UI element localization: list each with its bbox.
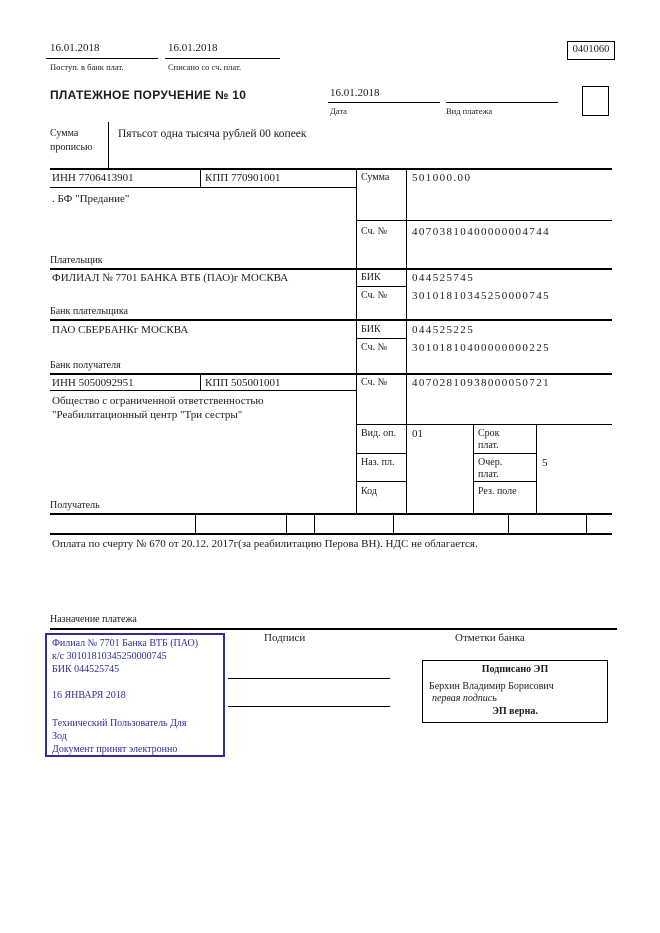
table-line [200,168,201,187]
op-type-label: Вид. оп. [361,428,396,439]
table-line [356,220,612,221]
bank-marks-header: Отметки банка [455,632,525,644]
payer-bank-bik: 044525745 [412,272,475,284]
signature-line [228,678,390,679]
reserve-label: Рез. поле [478,486,517,497]
sum-label: Сумма [361,172,390,183]
payer-account-label: Сч. № [361,226,388,237]
table-line [50,319,612,321]
payer-label: Плательщик [50,255,103,266]
term-label2: плат. [478,440,499,451]
table-line [473,424,474,513]
payee-account: 40702810938000050721 [412,377,550,389]
priority-value: 5 [542,457,548,469]
table-line [473,481,537,482]
table-line [200,373,201,390]
stamp-accepted-note: Документ принят электронно [52,744,178,755]
esignature-kind: первая подпись [432,693,497,704]
purpose-text: Оплата по счерту № 670 от 20.12. 2017г(за реабилитацию Перова ВН). НДС не облагается. [52,538,478,550]
stamp-date: 16 ЯНВАРЯ 2018 [52,690,126,701]
priority-label1: Очер. [478,457,503,468]
payer-bank-account: 30101810345250000745 [412,290,550,302]
purpose-code-label: Наз. пл. [361,457,395,468]
table-line [356,424,612,425]
payee-account-label: Сч. № [361,377,388,388]
table-line [50,187,356,188]
document-date: 16.01.2018 [330,87,380,99]
table-line [508,513,509,533]
payer-name: . БФ "Предание" [52,193,130,205]
purpose-label: Назначение платежа [50,614,137,625]
table-line [314,513,315,533]
table-line [356,168,357,513]
debited-label: Списано со сч. плат. [168,62,242,72]
payee-bank-bik: 044525225 [412,324,475,336]
table-line [195,513,196,533]
stamp-bik: БИК 044525745 [52,664,120,675]
table-line [50,168,612,170]
esignature-verified: ЭП верна. [492,706,538,717]
sum-words-label2: прописью [50,142,93,153]
debited-date: 16.01.2018 [168,42,218,54]
date-label: Дата [330,106,347,116]
table-line [473,453,537,454]
signature-line [228,706,390,707]
table-line [108,122,109,168]
payee-bank-bik-label: БИК [361,324,381,335]
table-line [286,513,287,533]
payer-bank-account-label: Сч. № [361,290,388,301]
payer-account: 40703810400000004744 [412,226,550,238]
stamp-user-line1: Технический Пользователь Для [52,718,187,729]
form-code-box: 0401060 [567,41,615,60]
table-line [50,373,612,375]
payment-type-label: Вид платежа [446,106,493,116]
stamp-corr-account: к/с 30101810345250000745 [52,651,167,662]
underline [328,102,440,103]
underline [165,58,280,59]
table-line [50,628,617,630]
payee-name-line2: "Реабилитационный центр "Три сестры" [52,409,243,421]
table-line [50,390,356,391]
esignature-signer: Берхин Владимир Борисович [429,681,554,692]
signatures-header: Подписи [264,632,306,644]
sum-in-words: Пятьсот одна тысяча рублей 00 копеек [118,128,307,140]
table-line [50,513,612,515]
payee-bank-account-label: Сч. № [361,342,388,353]
payee-bank-account: 30101810400000000225 [412,342,550,354]
term-label1: Срок [478,428,500,439]
payment-type-box [582,86,609,116]
payer-bank-name: ФИЛИАЛ № 7701 БАНКА ВТБ (ПАО)г МОСКВА [52,272,289,284]
payee-kpp: КПП 505001001 [205,377,281,389]
underline [446,102,558,103]
table-line [356,286,407,287]
payer-bank-bik-label: БИК [361,272,381,283]
table-line [536,424,537,513]
payer-inn: ИНН 7706413901 [52,172,134,184]
payer-bank-label: Банк плательщика [50,306,128,317]
underline [46,58,158,59]
table-line [356,481,407,482]
payee-name-line1: Общество с ограниченной ответственностью [52,395,264,407]
payer-kpp: КПП 770901001 [205,172,281,184]
payee-bank-label: Банк получателя [50,360,121,371]
table-line [393,513,394,533]
table-line [406,168,407,513]
esignature-signed-label: Подписано ЭП [481,664,549,675]
code-label: Код [361,486,377,497]
stamp-bank-name: Филиал № 7701 Банка ВТБ (ПАО) [52,638,199,649]
table-line [356,338,407,339]
sum-value: 501000.00 [412,172,472,184]
payee-inn: ИНН 5050092951 [52,377,134,389]
table-line [356,453,407,454]
table-line [586,513,587,533]
stamp-user-line2: Зод [52,731,67,742]
document-title: ПЛАТЕЖНОЕ ПОРУЧЕНИЕ № 10 [50,88,247,102]
priority-label2: плат. [478,469,499,480]
received-label: Поступ. в банк плат. [50,62,124,72]
received-date: 16.01.2018 [50,42,100,54]
table-line [50,268,612,270]
sum-words-label: Сумма [50,128,79,139]
payee-label: Получатель [50,500,100,511]
op-type-value: 01 [412,428,423,440]
table-line [50,533,612,535]
payee-bank-name: ПАО СБЕРБАНКг МОСКВА [52,324,189,336]
